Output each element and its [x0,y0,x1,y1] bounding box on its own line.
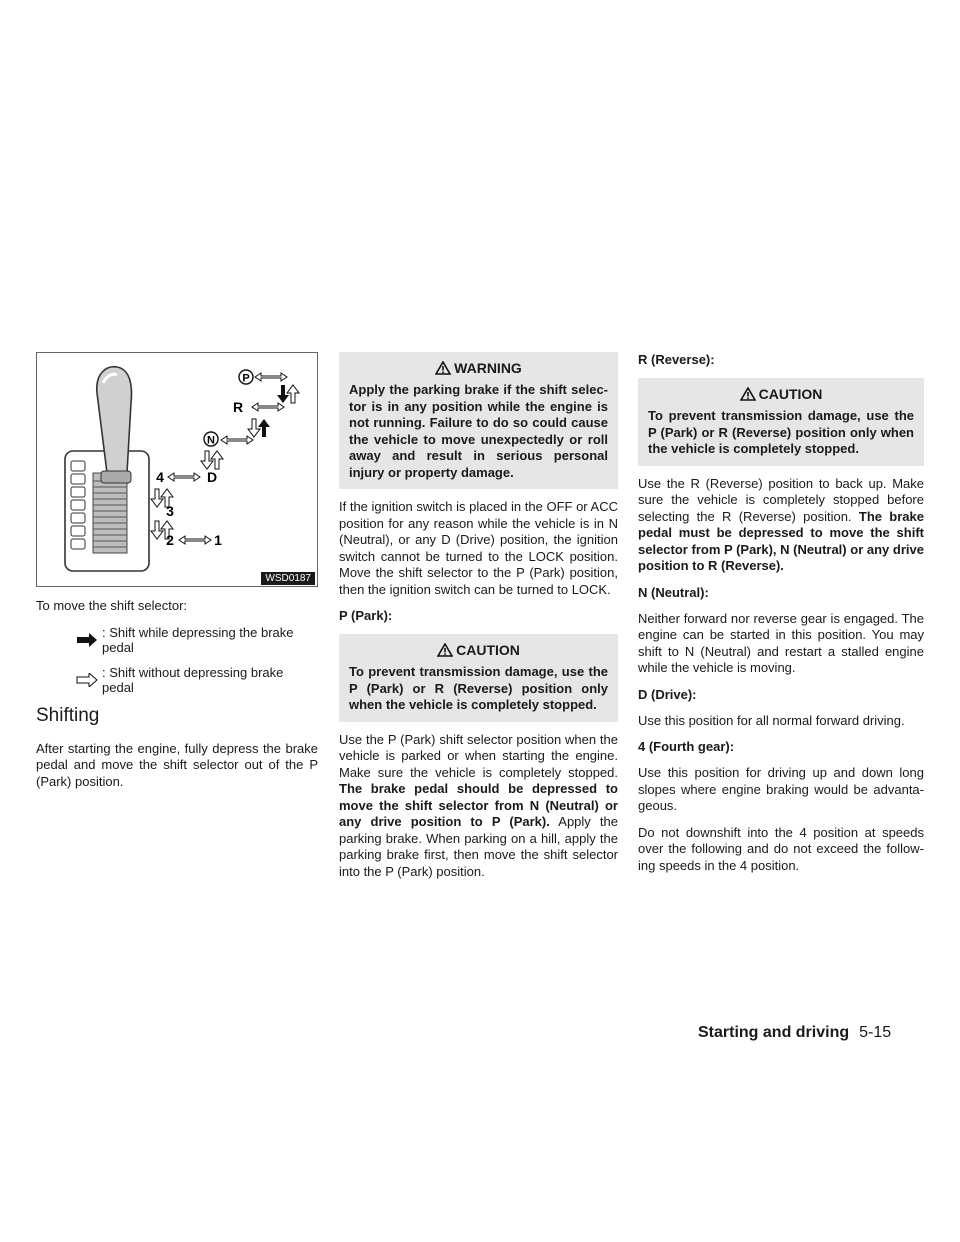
warning-text: Apply the parking brake if the shift selec- tor is in any position while the engine is not running. Failure to do so could cause the vehicle to move unexpectedly or roll away and result in serious personal injury or property damage. [349,382,608,480]
label-d: D [206,469,218,485]
reverse-caution-text: To prevent transmission damage, use the P (Park) or R (Reverse) position only when the vehicle is completely stopped. [648,408,914,456]
neutral-body: Neither forward nor reverse gear is engaged. The engine can be started in this position. You may shift to N (Neutral) and restart a stalled engine while the vehicle is moving. [638,610,924,675]
label-n: N [207,434,215,447]
warning-title: WARNING [454,360,522,376]
shift-diagram-illustration [37,353,317,586]
reverse-caution-header [648,386,914,402]
park-body-plain: Use the P (Park) shift selector position when the vehicle is parked or when starting the engine. Make sure the vehicle is completely stopped. [339,731,618,780]
park-caution-box [339,634,618,722]
label-2: 2 [166,532,174,548]
park-caution-header [349,642,608,658]
column-right [638,352,924,884]
park-heading: P (Park): [339,608,393,623]
caution-icon [740,387,756,401]
legend-intro: To move the shift selector: [36,598,188,613]
park-body-bold: The brake pedal should be depressed to move the shift selector from N (Neutral) or any drive position to P (Park). [339,781,618,829]
legend-filled [76,625,318,655]
park-body-tail: Apply the parking brake. When parking on a hill, apply the parking brake first, then move the shift selector into the P (Park) position. [339,814,619,879]
reverse-body-bold: The brake pedal must be depressed to move the shift selector from P (Park), N (Neutral) or any drive position to R (Reverse). [638,508,924,573]
reverse-body [638,476,924,575]
reverse-heading: R (Reverse): [638,352,715,367]
column-left [36,352,318,800]
warning-header [349,360,608,376]
fourth-body-2: Do not downshift into the 4 position at speeds over the following and do not exceed the follow- ing speeds in the 4 position. [638,824,924,873]
page-number: 5-15 [859,1024,892,1041]
indicator-lights [71,461,85,549]
fourth-body-1: Use this position for driving up and down long slopes where engine braking would be advanta- geous. [638,765,924,813]
drive-body: Use this position for all normal forward driving. [638,712,905,728]
park-caution-text: To prevent transmission damage, use the P (Park) or R (Reverse) position only when the vehicle is completely stopped. [349,664,608,712]
ignition-paragraph: If the ignition switch is placed in the OFF or ACC position for any reason while the vehicle is in N (Neutral), or any D (Drive) position, the ignition switch cannot be turned to the LOCK position. Move the shift selector to the P (Park) position, then the ignition switch can be turned to LOCK. [339,499,618,597]
park-caution-title: CAUTION [456,642,520,658]
reverse-caution-box [638,378,924,466]
column-middle [339,352,618,890]
label-3: 3 [166,503,174,519]
page-footer [698,1024,891,1042]
label-1: 1 [214,532,222,548]
label-p: P [242,372,250,385]
warning-icon [435,361,451,375]
shift-gate [93,473,127,553]
label-4: 4 [156,469,164,485]
footer-section: Starting and driving [698,1024,850,1041]
drive-heading: D (Drive): [638,686,697,702]
caution-icon [437,643,453,657]
reverse-body-plain: Use the R (Reverse) position to back up. Make sure the vehicle is completely stopped before selecting the R (Reverse) position. [638,475,924,524]
reverse-caution-title: CAUTION [758,386,823,402]
legend-outline [76,665,318,695]
park-body [339,732,618,881]
fourth-heading: 4 (Fourth gear): [638,739,735,754]
legend-outline-text: : Shift without depressing brake pedal [102,664,284,695]
shift-diagram [36,352,318,587]
filled-arrow-icon [76,633,98,647]
neutral-heading: N (Neutral): [638,584,709,600]
shifting-body: After starting the engine, fully depress the brake pedal and move the shift selector out of the P (Park) position. [36,740,318,789]
warning-box [339,352,618,489]
outline-arrow-icon [76,673,98,687]
shifting-heading: Shifting [36,704,100,726]
label-r: R [232,399,244,415]
legend-filled-text: : Shift while depressing the brake pedal [102,624,294,655]
figure-code: WSD0187 [261,572,315,585]
